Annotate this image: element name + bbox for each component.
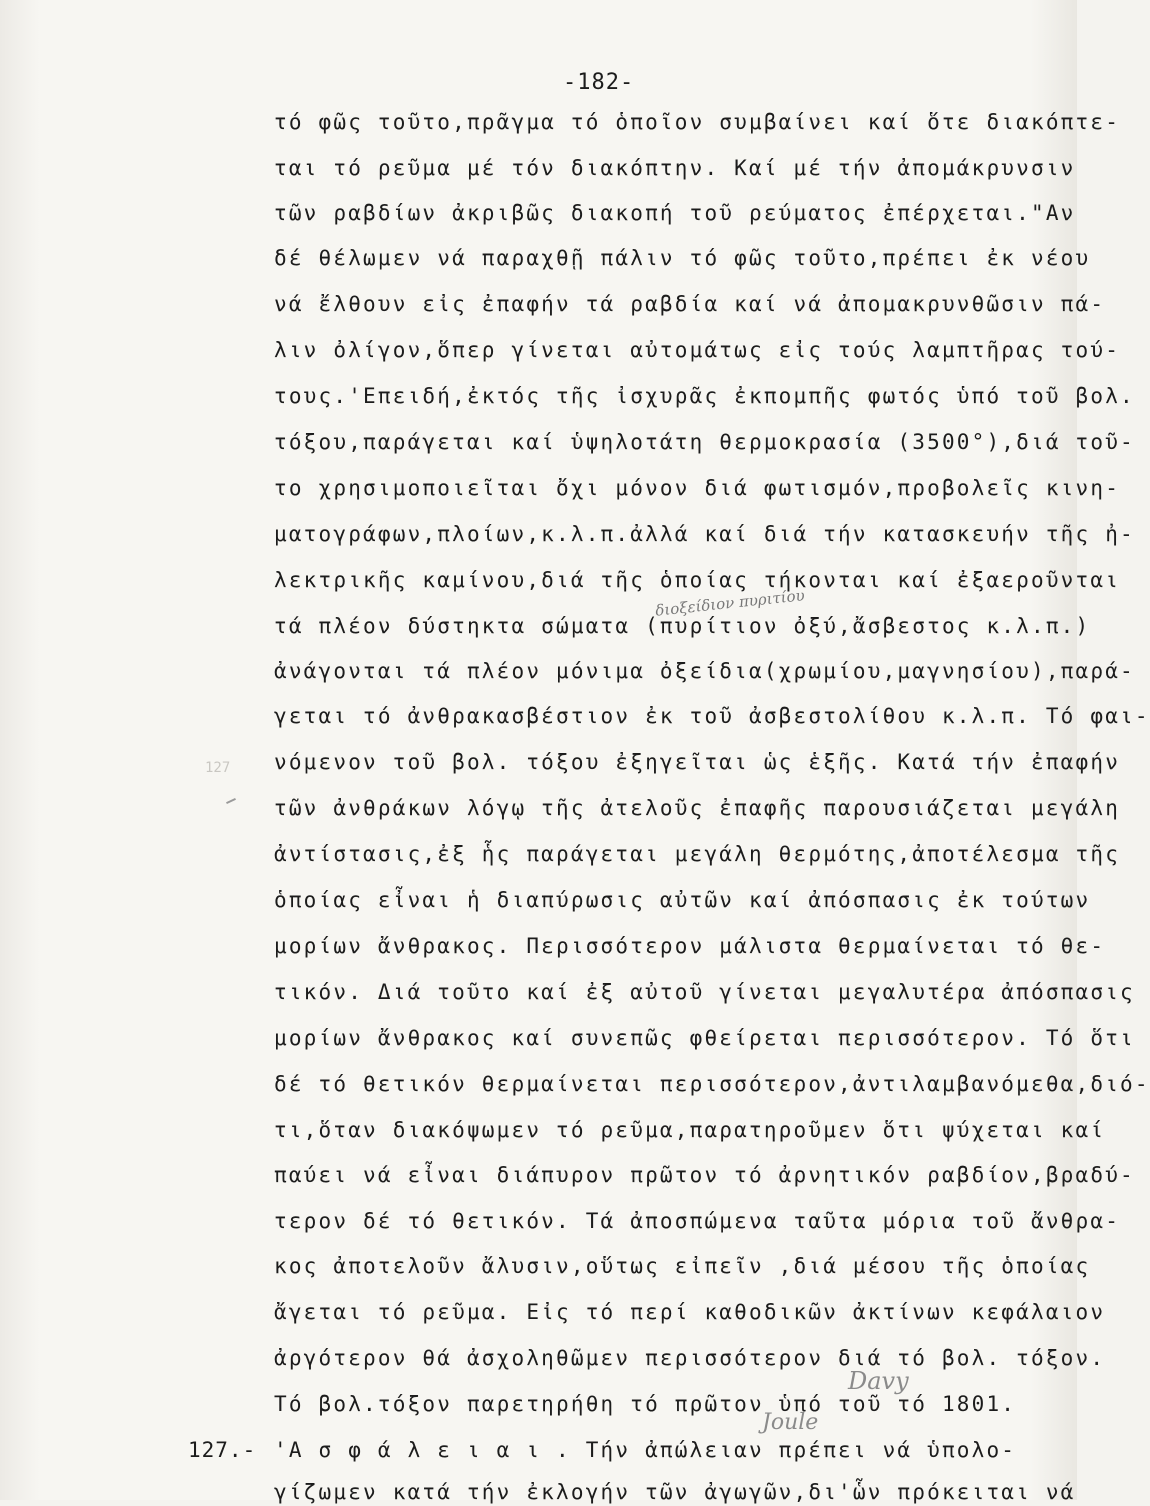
text-line: γεται τό ἀνθρακασβέστιον ἐκ τοῦ ἀσβεστολίθου κ.λ.π. Τό φαι- (274, 704, 1150, 728)
text-line: τόξου,παράγεται καί ὑψηλοτάτη θερμοκρασία (3500°),διά τοῦ- (274, 430, 1135, 454)
text-line: Τό βολ.τόξον παρετηρήθη τό πρῶτον ὑπό τοῦ τό 1801. (274, 1392, 1017, 1416)
text-line: ται τό ρεῦμα μέ τόν διακόπτην. Καί μέ τήν ἀπομάκρυνσιν (274, 156, 1076, 180)
text-line: λιν ὀλίγον,ὅπερ γίνεται αὐτομάτως εἰς τούς λαμπτῆρας τού- (274, 338, 1121, 362)
text-line: δέ θέλωμεν νά παραχθῇ πάλιν τό φῶς τοῦτο,πρέπει ἐκ νέου (274, 246, 1091, 270)
text-line: δέ τό θετικόν θερμαίνεται περισσότερον,ἀντιλαμβανόμεθα,διό- (274, 1072, 1150, 1096)
text-line: τερον δέ τό θετικόν. Τά ἀποσπώμενα ταῦτα μόρια τοῦ ἄνθρα- (274, 1209, 1121, 1233)
text-line: τῶν ραβδίων ἀκριβῶς διακοπή τοῦ ρεύματος ἐπέρχεται."Αν (274, 201, 1076, 225)
text-line: τό φῶς τοῦτο,πρᾶγμα τό ὁποῖον συμβαίνει καί ὅτε διακόπτε- (274, 110, 1121, 134)
text-line: κος ἀποτελοῦν ἄλυσιν,οὕτως εἰπεῖν ,διά μέσου τῆς ὁποίας (274, 1254, 1091, 1278)
text-line: γίζωμεν κατά τήν ἐκλογήν τῶν ἀγωγῶν,δι'ὧν πρόκειται νά (274, 1480, 1076, 1504)
text-line: ἀντίστασις,ἐξ ἧς παράγεται μεγάλη θερμότης,ἀποτέλεσμα τῆς (274, 842, 1121, 866)
text-line: τῶν ἀνθράκων λόγῳ τῆς ἀτελοῦς ἐπαφῆς παρουσιάζεται μεγάλη (274, 796, 1121, 820)
text-line: ἀργότερον θά ἀσχοληθῶμεν περισσότερον διά τό βολ. τόξον. (274, 1346, 1106, 1370)
text-line: το χρησιμοποιεῖται ὄχι μόνον διά φωτισμόν,προβολεῖς κινη- (274, 476, 1121, 500)
page-number: -182- (563, 70, 635, 95)
text-line: τικόν. Διά τοῦτο καί ἐξ αὐτοῦ γίνεται μεγαλυτέρα ἀπόσπασις (274, 980, 1135, 1004)
text-line: τά πλέον δύστηκτα σώματα (πυρίτιον ὀξύ,ἄσβεστος κ.λ.π.) (274, 614, 1091, 638)
text-line: παύει νά εἶναι διάπυρον πρῶτον τό ἀρνητικόν ραβδίον,βραδύ- (274, 1163, 1135, 1187)
margin-tick (226, 798, 236, 804)
text-line: 'Α σ φ ά λ ε ι α ι . Τήν ἀπώλειαν πρέπει νά ὑπολο- (274, 1438, 1017, 1462)
text-line: ματογράφων,πλοίων,κ.λ.π.ἀλλά καί διά τήν κατασκευήν τῆς ἠ- (274, 522, 1135, 546)
handwritten-note-davy: Davy (848, 1367, 909, 1395)
text-line: τους.'Επειδή,ἐκτός τῆς ἰσχυρᾶς ἐκπομπῆς φωτός ὑπό τοῦ βολ. (274, 384, 1135, 408)
paragraph-number: 127.- (188, 1438, 257, 1462)
text-line: ἄγεται τό ρεῦμα. Εἰς τό περί καθοδικῶν ἀκτίνων κεφάλαιον (274, 1300, 1106, 1324)
handwritten-note-correction: διοξείδιον πυριτίου (654, 586, 806, 620)
handwritten-note-joule: Joule (762, 1410, 819, 1435)
text-line: μορίων ἄνθρακος καί συνεπῶς φθείρεται περισσότερον. Τό ὅτι (274, 1026, 1135, 1050)
text-line: τι,ὅταν διακόψωμεν τό ρεῦμα,παρατηροῦμεν ὅτι ψύχεται καί (274, 1118, 1106, 1142)
text-line: νά ἔλθουν εἰς ἐπαφήν τά ραβδία καί νά ἀπομακρυνθῶσιν πά- (274, 292, 1106, 316)
text-line: μορίων ἄνθρακος. Περισσότερον μάλιστα θερμαίνεται τό θε- (274, 934, 1106, 958)
text-line: νόμενον τοῦ βολ. τόξου ἐξηγεῖται ὡς ἑξῆς. Κατά τήν ἐπαφήν (274, 750, 1121, 774)
faint-margin-mark: 127 (205, 760, 231, 776)
text-line: λεκτρικῆς καμίνου,διά τῆς ὁποίας τήκονται καί ἐξαεροῦνται (274, 568, 1121, 592)
text-line: ἀνάγονται τά πλέον μόνιμα ὀξείδια(χρωμίου,μαγνησίου),παρά- (274, 659, 1135, 683)
text-line: ὁποίας εἶναι ἡ διαπύρωσις αὐτῶν καί ἀπόσπασις ἐκ τούτων (274, 888, 1091, 912)
